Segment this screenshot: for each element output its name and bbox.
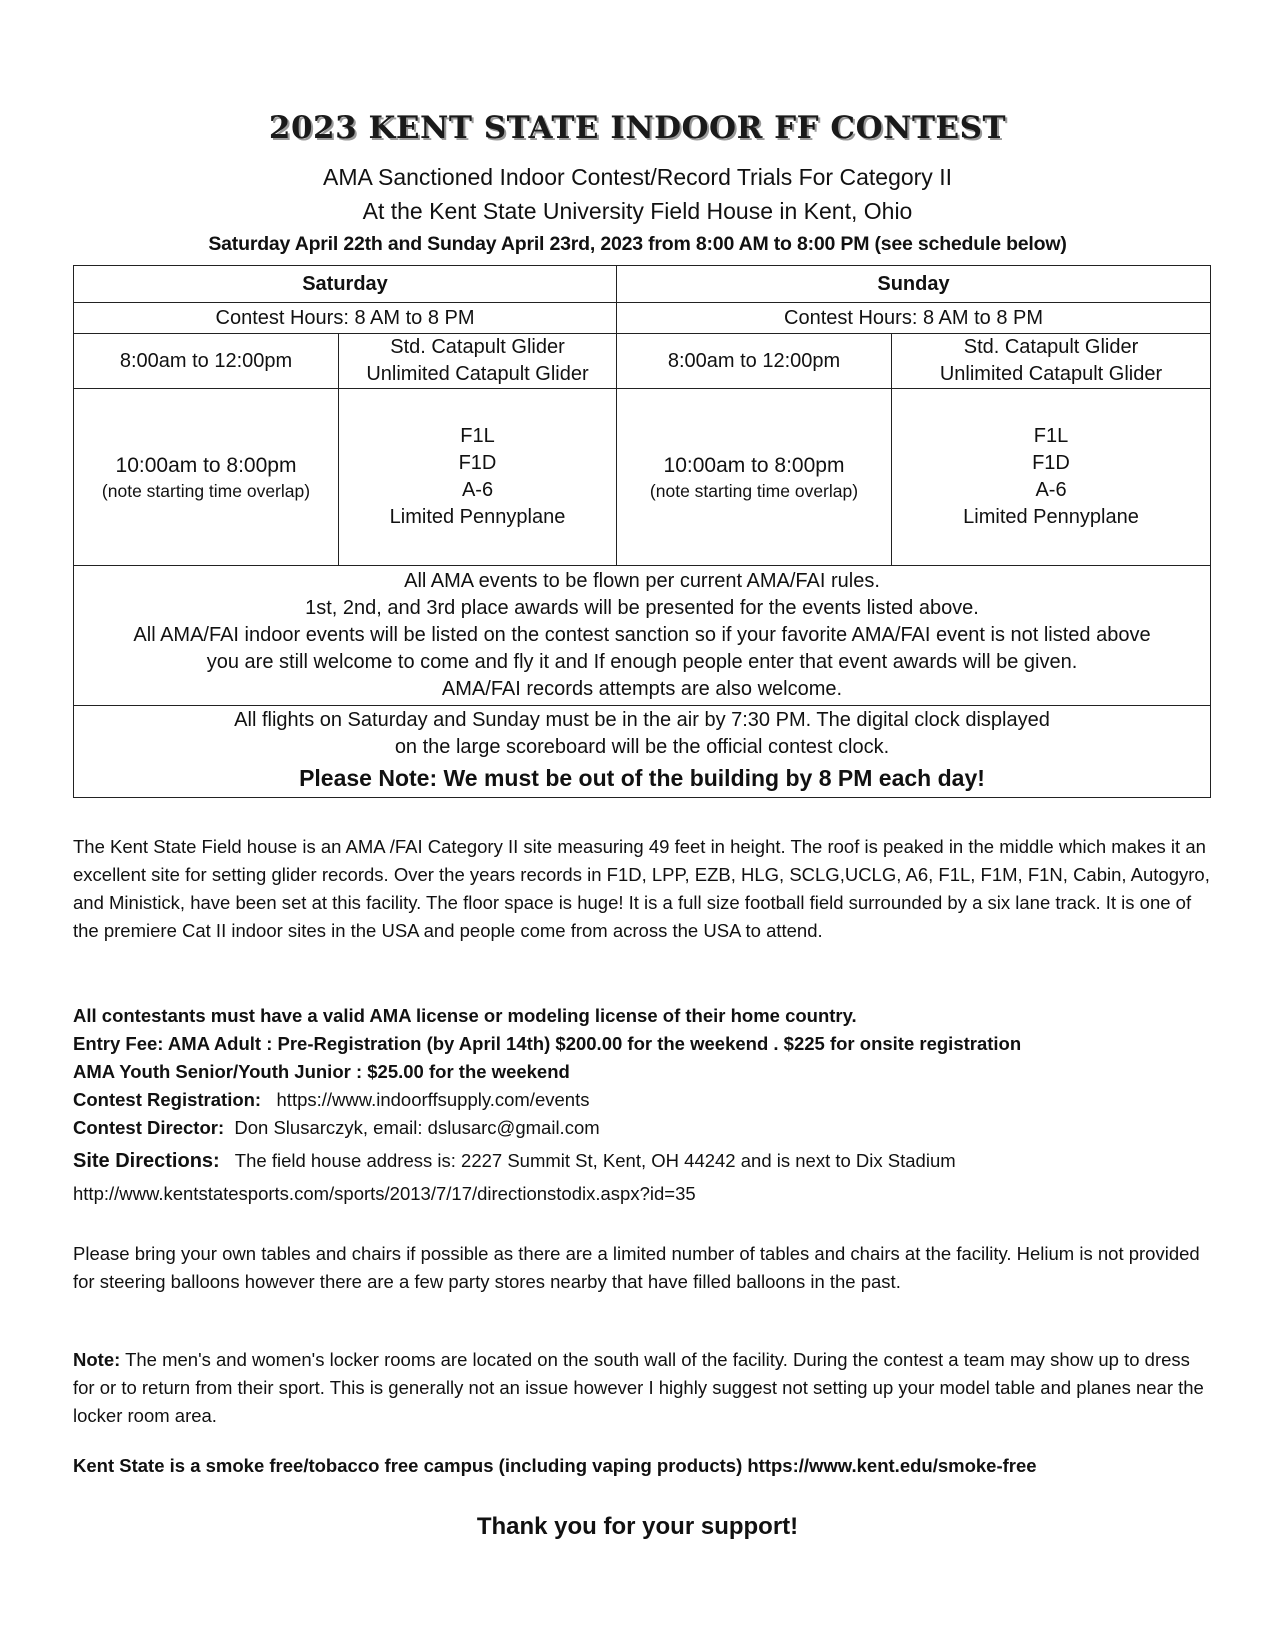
registration-line <box>73 1086 1213 1114</box>
note-text: The men's and women's locker rooms are located on the south wall of the facility. During the contest a team may show up to dress for or to return from their sport. This is generally not an issue however I highly suggest not setting up your model table and planes near the locker room area. <box>73 1349 1204 1426</box>
slot-time: 10:00am to 8:00pm <box>663 453 845 477</box>
slot-time: 8:00am to 12:00pm <box>74 334 339 389</box>
event-name: Unlimited Catapult Glider <box>366 363 589 385</box>
registration-link[interactable]: https://www.indoorffsupply.com/events <box>276 1089 590 1110</box>
slot-note: (note starting time overlap) <box>649 480 859 501</box>
slot-note: (note starting time overlap) <box>101 480 311 501</box>
event-name: A-6 <box>461 479 494 501</box>
day-header-saturday: Saturday <box>74 266 617 303</box>
contest-hours-saturday: Contest Hours: 8 AM to 8 PM <box>74 303 617 334</box>
slot-time-cell <box>617 389 892 566</box>
event-name: Limited Pennyplane <box>389 506 566 528</box>
morning-slot-row <box>74 334 1211 389</box>
event-dates: Saturday April 22th and Sunday April 23rd, 2023 from 8:00 AM to 8:00 PM (see schedule below) <box>208 233 1067 255</box>
directions-label: Site Directions: <box>73 1150 220 1172</box>
tables-chairs-note: Please bring your own tables and chairs if possible as there are a limited number of tables and chairs at the facility. Helium is not provided for steering balloons however there are a few party stores nearby that have filled balloons in the past. <box>73 1243 1200 1292</box>
event-name: F1L <box>1033 425 1069 447</box>
event-name: Unlimited Catapult Glider <box>939 363 1163 385</box>
slot-events <box>339 334 617 389</box>
event-name: Std. Catapult Glider <box>390 336 565 358</box>
schedule-table <box>73 265 1211 798</box>
flights-row <box>74 706 1211 798</box>
flights-line: All flights on Saturday and Sunday must be in the air by 7:30 PM. The digital clock displayed <box>234 709 1050 731</box>
slot-time: 8:00am to 12:00pm <box>617 334 892 389</box>
event-name: F1D <box>458 452 497 474</box>
locker-room-note <box>73 1346 1213 1430</box>
rule-line: 1st, 2nd, and 3rd place awards will be presented for the events listed above. <box>305 597 979 619</box>
rules-row <box>74 566 1211 706</box>
event-name: A-6 <box>1035 479 1067 501</box>
rule-line: you are still welcome to come and fly it and If enough people enter that event awards will be given. <box>206 651 1078 673</box>
slot-time: 10:00am to 8:00pm <box>115 453 297 477</box>
rule-line: All AMA events to be flown per current AMA/FAI rules. <box>404 570 880 592</box>
slot-events <box>339 389 617 566</box>
site-description: The Kent State Field house is an AMA /FAI Category II site measuring 49 feet in height. The roof is peaked in the middle which makes it an excellent site for setting glider records. Over the years records in F1D, LPP, EZB, HLG, SCLG,UCLG, A6, F1L, F1M, F1N, Cabin, Autogyro, and Ministick, have been set at this facility. The floor space is huge! It is a full size football field surrounded by a six lane track. It is one of the premiere Cat II indoor sites in the USA and people come from across the USA to attend. <box>73 836 1210 941</box>
entry-fee-adult: Entry Fee: AMA Adult : Pre-Registration (by April 14th) $200.00 for the weekend . $225 for onsite registration <box>73 1033 1022 1054</box>
flights-line: on the large scoreboard will be the official contest clock. <box>394 736 890 758</box>
event-name: Std. Catapult Glider <box>963 336 1139 358</box>
day-header-sunday: Sunday <box>617 266 1211 303</box>
registration-label: Contest Registration: <box>73 1089 262 1110</box>
rules-cell <box>74 566 1211 706</box>
license-requirement: All contestants must have a valid AMA license or modeling license of their home country. <box>73 1005 857 1026</box>
slot-events <box>892 334 1211 389</box>
contest-hours-row <box>74 303 1211 334</box>
event-name: F1D <box>1032 452 1070 474</box>
director-label: Contest Director: <box>73 1117 225 1138</box>
flights-cell <box>74 706 1211 798</box>
rule-line: All AMA/FAI indoor events will be listed on the contest sanction so if your favorite AMA/FAI event is not listed above <box>133 624 1151 646</box>
contest-hours-sunday: Contest Hours: 8 AM to 8 PM <box>617 303 1211 334</box>
day-header-row <box>74 266 1211 303</box>
event-name: F1L <box>460 425 495 447</box>
event-name: Limited Pennyplane <box>963 506 1139 528</box>
smoke-free-notice: Kent State is a smoke free/tobacco free campus (including vaping products) https://www.kent.edu/smoke-free <box>73 1455 1037 1476</box>
directions-link[interactable]: http://www.kentstatesports.com/sports/2013/7/17/directionstodix.aspx?id=35 <box>73 1183 696 1204</box>
slot-time-cell <box>74 389 339 566</box>
rule-line: AMA/FAI records attempts are also welcome. <box>441 678 843 700</box>
site-directions <box>73 1147 1213 1175</box>
slot-events <box>892 389 1211 566</box>
thank-you: Thank you for your support! <box>476 1513 799 1540</box>
please-note: Please Note: We must be out of the building by 8 PM each day! <box>299 765 985 791</box>
subtitle-location: At the Kent State University Field House in Kent, Ohio <box>362 198 913 224</box>
director-line <box>73 1114 1213 1142</box>
directions-address: The field house address is: 2227 Summit St, Kent, OH 44242 and is next to Dix Stadium <box>234 1150 956 1171</box>
subtitle-sanction: AMA Sanctioned Indoor Contest/Record Trials For Category II <box>323 164 952 190</box>
entry-fee-youth: AMA Youth Senior/Youth Junior : $25.00 for the weekend <box>73 1061 570 1082</box>
note-label: Note: <box>73 1349 121 1370</box>
director-contact: Don Slusarczyk, email: dslusarc@gmail.com <box>234 1117 600 1138</box>
allday-slot-row <box>74 389 1211 566</box>
registration-info <box>73 1002 1213 1142</box>
page-title: 2023 KENT STATE INDOOR FF CONTEST <box>268 110 1007 146</box>
